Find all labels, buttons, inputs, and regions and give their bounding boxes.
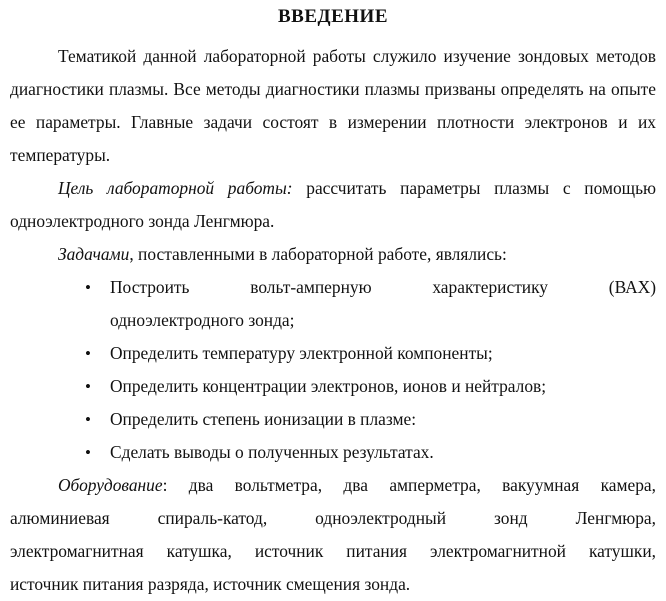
list-item-text: Сделать выводы о полученных результатах. xyxy=(110,442,434,462)
bullet-icon: • xyxy=(85,278,91,297)
tasks-intro-text: , поставленными в лабораторной работе, являлись: xyxy=(129,244,507,264)
list-item-text: Определить температуру электронной компоненты; xyxy=(110,343,493,363)
list-item xyxy=(10,436,656,469)
list-item xyxy=(10,403,656,436)
goal-text: рассчитать параметры плазмы с помощью одноэлектродного зонда Ленгмюра. xyxy=(10,178,656,231)
list-item xyxy=(10,370,656,403)
equipment-line-2: алюминиевая спираль-катод, одноэлектродный зонд Ленгмюра, xyxy=(10,508,656,528)
page-title: ВВЕДЕНИЕ xyxy=(278,6,388,27)
list-item-text-line2: одноэлектродного зонда; xyxy=(110,310,295,330)
goal-label: Цель лабораторной работы: xyxy=(58,178,293,198)
goal-paragraph xyxy=(10,172,656,238)
equipment-line-3: электромагнитная катушка, источник питания электромагнитной катушки, xyxy=(10,541,656,561)
equipment-text-1: : два вольтметра, два амперметра, вакуумная камера, xyxy=(162,475,656,495)
equipment-line-4: источник питания разряда, источник смещения зонда. xyxy=(10,574,411,594)
list-item-text: Определить концентрации электронов, ионов и нейтралов; xyxy=(110,376,547,396)
equipment-paragraph xyxy=(10,469,656,601)
bullet-icon: • xyxy=(85,443,91,462)
bullet-icon: • xyxy=(85,344,91,363)
document-body xyxy=(10,40,656,601)
tasks-list xyxy=(10,271,656,469)
list-item-text: Определить степень ионизации в плазме: xyxy=(110,409,417,429)
tasks-intro-paragraph xyxy=(10,238,656,271)
list-item xyxy=(10,337,656,370)
equipment-line-1 xyxy=(10,469,656,502)
equipment-label: Оборудование xyxy=(58,475,163,495)
intro-paragraph: Тематикой данной лабораторной работы служило изучение зондовых методов диагностики плазмы. Все методы диагностики плазмы призваны определять на опыте ее параметры. Главные задачи состоят в измерении плотности электронов и их температуры. xyxy=(10,46,656,165)
list-item xyxy=(10,271,656,337)
list-item-text-line1: Построить вольт-амперную характеристику (ВАХ) xyxy=(110,277,656,297)
bullet-icon: • xyxy=(85,410,91,429)
tasks-label: Задачами xyxy=(58,244,130,264)
bullet-icon: • xyxy=(85,377,91,396)
